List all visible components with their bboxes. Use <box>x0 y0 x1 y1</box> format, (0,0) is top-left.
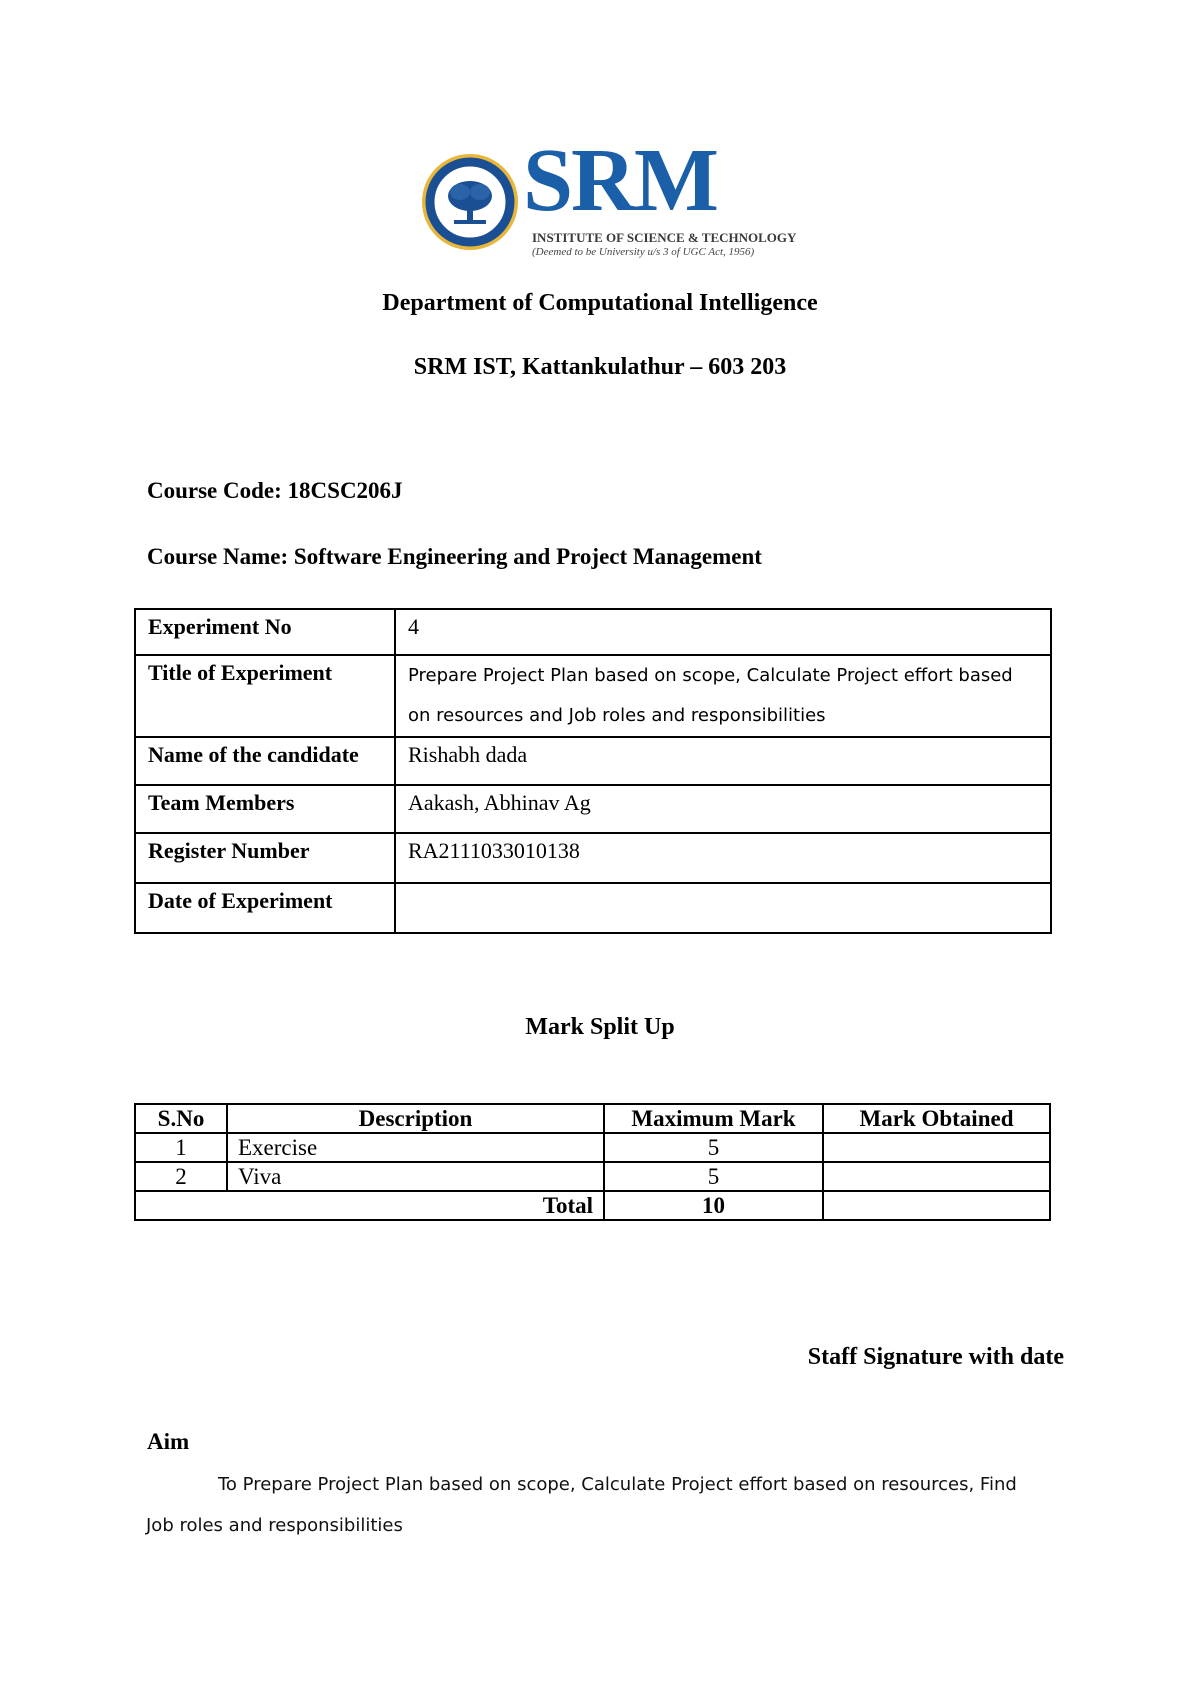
info-value: Aakash, Abhinav Ag <box>395 785 1051 833</box>
staff-signature-label: Staff Signature with date <box>807 1344 1064 1370</box>
table-row <box>135 785 1051 833</box>
table-header-row <box>135 1104 1050 1133</box>
max-mark-cell: 5 <box>604 1133 823 1162</box>
info-label: Date of Experiment <box>135 883 395 933</box>
srm-logo <box>420 131 797 266</box>
info-value <box>395 883 1051 933</box>
mark-obtained-cell <box>823 1133 1050 1162</box>
column-header: Description <box>227 1104 604 1133</box>
logo-subtitle: INSTITUTE OF SCIENCE & TECHNOLOGY <box>532 230 797 245</box>
total-mark-obtained <box>823 1191 1050 1220</box>
table-row <box>135 883 1051 933</box>
table-row <box>135 655 1051 737</box>
course-code: Course Code: 18CSC206J <box>147 478 403 503</box>
mark-obtained-cell <box>823 1162 1050 1191</box>
info-label: Experiment No <box>135 609 395 655</box>
info-value: Rishabh dada <box>395 737 1051 785</box>
total-label: Total <box>135 1191 604 1220</box>
table-row <box>135 737 1051 785</box>
table-row <box>135 1133 1050 1162</box>
mark-split-title: Mark Split Up <box>525 1014 675 1040</box>
logo-wordmark: SRM <box>523 131 717 230</box>
column-header: S.No <box>135 1104 227 1133</box>
sno-cell: 1 <box>135 1133 227 1162</box>
table-row <box>135 1162 1050 1191</box>
course-name: Course Name: Software Engineering and Project Management <box>147 544 762 569</box>
table-row <box>135 609 1051 655</box>
mark-split-table <box>134 1103 1051 1221</box>
aim-heading: Aim <box>147 1429 190 1454</box>
total-max-mark: 10 <box>604 1191 823 1220</box>
table-row <box>135 833 1051 883</box>
info-label: Team Members <box>135 785 395 833</box>
column-header: Maximum Mark <box>604 1104 823 1133</box>
info-label: Register Number <box>135 833 395 883</box>
experiment-info-table <box>134 608 1052 934</box>
info-label: Title of Experiment <box>135 655 395 737</box>
info-value: Prepare Project Plan based on scope, Calculate Project effort based on resources and Job roles and responsibilities <box>395 655 1051 737</box>
column-header: Mark Obtained <box>823 1104 1050 1133</box>
total-row <box>135 1191 1050 1220</box>
info-label: Name of the candidate <box>135 737 395 785</box>
description-cell: Exercise <box>227 1133 604 1162</box>
aim-text-line-2: Job roles and responsibilities <box>146 1515 403 1536</box>
description-cell: Viva <box>227 1162 604 1191</box>
logo-tagline: (Deemed to be University u/s 3 of UGC Act, 1956) <box>532 246 755 258</box>
institute-address: SRM IST, Kattankulathur – 603 203 <box>413 354 787 380</box>
max-mark-cell: 5 <box>604 1162 823 1191</box>
university-seal-icon <box>420 152 520 252</box>
info-value: RA2111033010138 <box>395 833 1051 883</box>
info-value: 4 <box>395 609 1051 655</box>
department-title: Department of Computational Intelligence <box>382 290 818 316</box>
sno-cell: 2 <box>135 1162 227 1191</box>
aim-text-line-1: To Prepare Project Plan based on scope, Calculate Project effort based on resources, Find <box>218 1474 1017 1495</box>
